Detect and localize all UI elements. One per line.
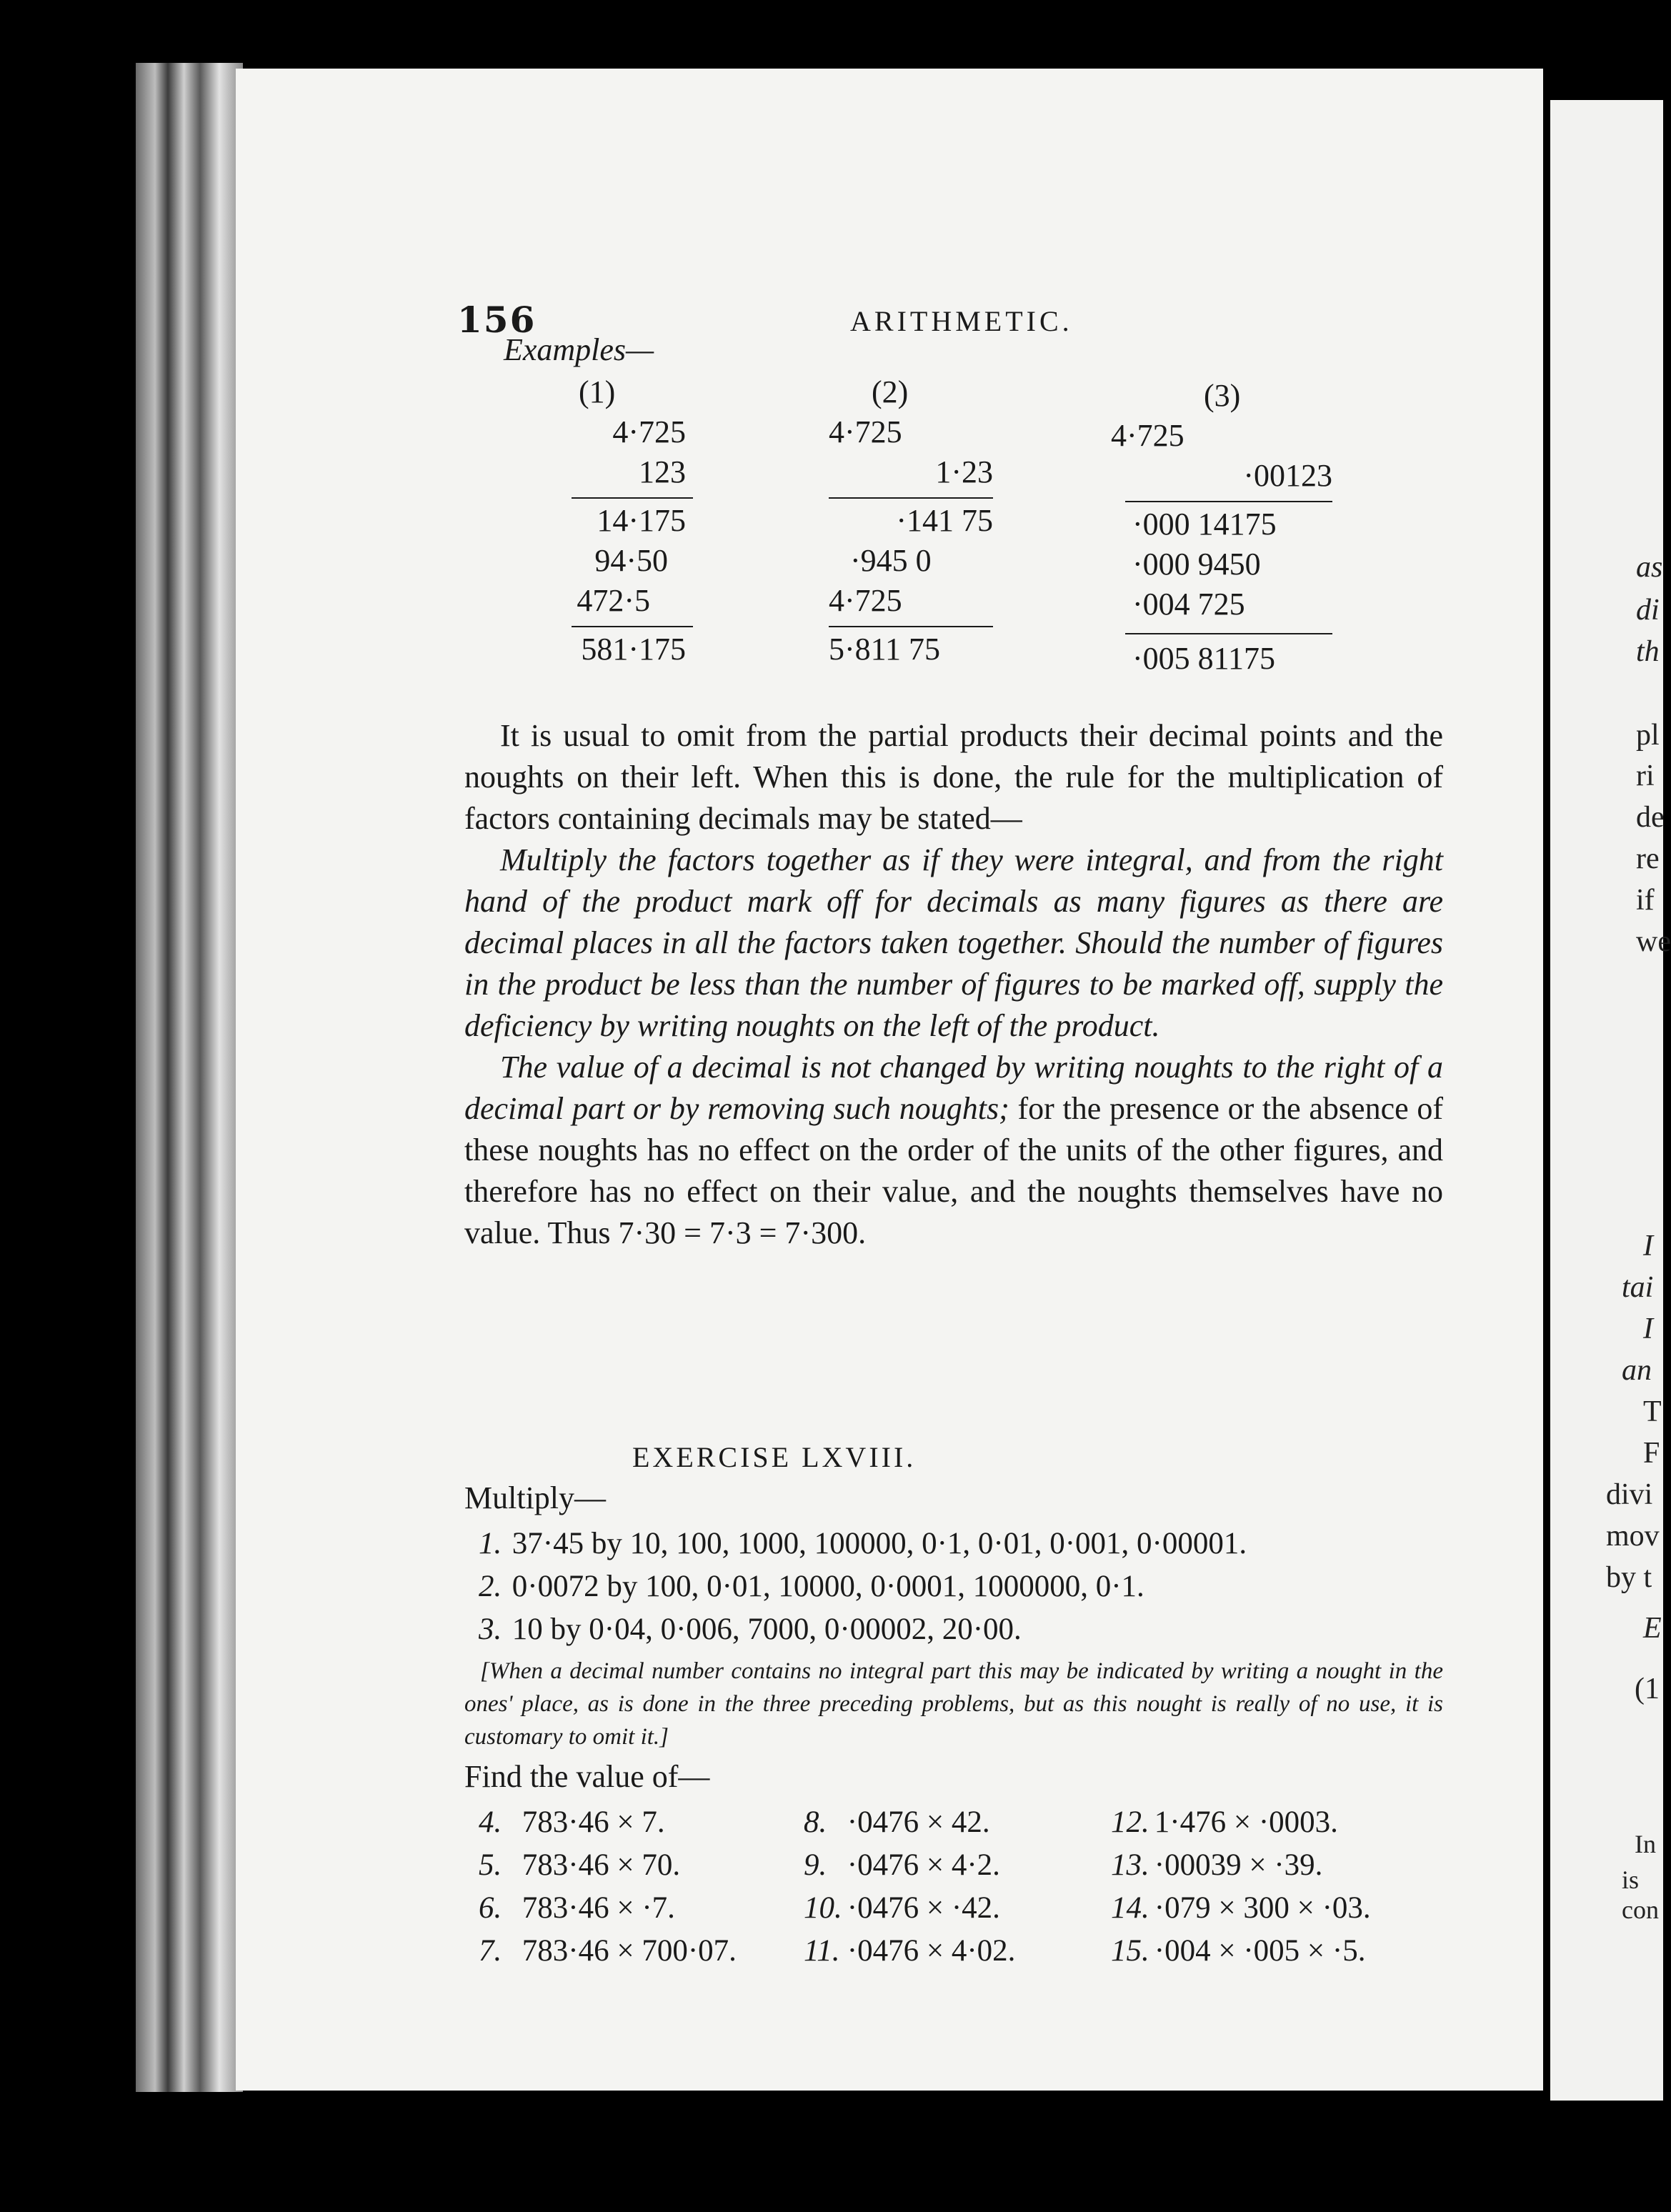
problem-text: 783·46 × ·7.	[522, 1891, 675, 1925]
facing-page-fragment: In	[1635, 1830, 1656, 1858]
facing-page-fragment: I	[1643, 1312, 1653, 1345]
multiplicand: 4·725	[1111, 418, 1184, 453]
facing-page-fragment: th	[1636, 635, 1660, 668]
problem-number: 1.	[479, 1527, 502, 1560]
problem-number: 5.	[479, 1848, 502, 1882]
problem-item	[479, 1801, 737, 1844]
explanation-text	[464, 715, 1443, 1254]
rule-line	[829, 497, 993, 499]
example-1	[564, 372, 707, 701]
problem-text: ·00039 × ·39.	[1154, 1848, 1323, 1882]
problem-text: ·0476 × 42.	[847, 1805, 990, 1839]
problem-item	[1111, 1801, 1371, 1844]
facing-page-fragment: T	[1643, 1395, 1662, 1428]
problem-item	[1111, 1930, 1371, 1973]
running-head: ARITHMETIC.	[850, 305, 1073, 337]
examples-label: Examples—	[504, 332, 654, 367]
facing-page-fragment: pl	[1636, 719, 1660, 752]
facing-page-fragment: (1	[1635, 1673, 1660, 1705]
facing-page-fragment: de	[1636, 801, 1665, 834]
problem-number: 10.	[804, 1891, 842, 1925]
problem-number: 4.	[479, 1805, 502, 1839]
example-label: (2)	[872, 374, 909, 409]
partial-product: 14·175	[597, 503, 686, 538]
multiplier: 1·23	[935, 454, 993, 489]
product: 581·175	[581, 632, 686, 667]
facing-page-fragment: if	[1636, 884, 1655, 917]
facing-page-fragment: ri	[1636, 759, 1655, 792]
facing-page-fragment: as	[1636, 551, 1663, 584]
problem-number: 11.	[804, 1934, 840, 1968]
problem-text: ·079 × 300 × ·03.	[1154, 1891, 1371, 1925]
problem-item	[1111, 1844, 1371, 1887]
facing-page-fragment: divi	[1606, 1478, 1653, 1511]
find-value-label: Find the value of—	[464, 1759, 710, 1794]
problem-number: 6.	[479, 1891, 502, 1925]
find-column-2	[804, 1801, 1015, 1973]
problem-number: 12.	[1111, 1805, 1149, 1839]
problem-text: 1·476 × ·0003.	[1154, 1805, 1338, 1839]
facing-page	[1550, 100, 1671, 2101]
rule-line	[1125, 501, 1332, 502]
problem-item	[804, 1844, 1015, 1887]
example-2	[829, 372, 1014, 701]
facing-page-fragment: an	[1622, 1354, 1652, 1387]
problem-item	[1111, 1887, 1371, 1930]
rule-line	[829, 626, 993, 627]
product: 5·811 75	[829, 632, 941, 667]
noughts-explanation: for the presence or the absence of these noughts has no effect on the order of the units of the other figures, and therefore has no effect on their value, and the noughts themselves have no value. Thus 7·30 = 7·3 = 7·300.	[464, 1091, 1444, 1250]
book-page	[236, 69, 1543, 2091]
multiplicand: 4·725	[612, 414, 686, 449]
partial-product: ·004 725	[1132, 587, 1245, 622]
problem-text: ·0476 × 4·02.	[847, 1934, 1016, 1968]
multiply-label: Multiply—	[464, 1480, 607, 1515]
example-label: (1)	[579, 374, 616, 409]
problem-item	[479, 1565, 1247, 1608]
partial-product: ·141 75	[896, 503, 993, 538]
paragraph-noughts	[464, 1047, 1443, 1254]
facing-page-fragment: F	[1643, 1437, 1660, 1470]
facing-page-fragment: is con	[1622, 1865, 1659, 1924]
facing-page-fragment: di	[1636, 594, 1660, 627]
problem-item	[804, 1801, 1015, 1844]
page-number: 156	[457, 299, 537, 341]
problem-number: 3.	[479, 1613, 502, 1646]
problem-item	[479, 1844, 737, 1887]
exercise-title: EXERCISE LXVIII.	[632, 1441, 917, 1473]
partial-product: 472·5	[577, 583, 650, 618]
problem-item	[479, 1930, 737, 1973]
problem-text: 783·46 × 7.	[522, 1805, 665, 1839]
problem-text: ·004 × ·005 × ·5.	[1154, 1934, 1366, 1968]
multiplier: ·00123	[1243, 458, 1332, 493]
noughts-rule: The value of a decimal is not changed by writing noughts to the right of a decimal part or by removing such noughts;	[464, 1050, 1443, 1126]
partial-product: ·000 14175	[1132, 507, 1277, 542]
facing-page-fragment: by t	[1606, 1561, 1652, 1594]
paragraph-partial-products: It is usual to omit from the partial products their decimal points and the noughts on their left. When this is done, the rule for the multiplication of factors containing decimals may be stated—	[464, 718, 1443, 836]
problem-text: 783·46 × 70.	[522, 1848, 681, 1882]
problem-text: ·0476 × 4·2.	[847, 1848, 1000, 1882]
rule-line	[572, 497, 693, 499]
multiplication-rule: Multiply the factors together as if they were integral, and from the right hand of the product mark off for decimals as many figures as there are decimal places in all the factors taken together. Should the number of figures in the product be less than the number of figures to be marked off, supply the deficiency by writing noughts on the left of the product.	[464, 842, 1443, 1043]
facing-page-fragment: we	[1636, 925, 1671, 958]
partial-product: ·000 9450	[1132, 547, 1261, 582]
problem-item	[479, 1523, 1247, 1565]
problem-text: 10 by 0·04, 0·006, 7000, 0·00002, 20·00.	[512, 1613, 1022, 1646]
find-column-3	[1111, 1801, 1371, 1973]
facing-page-fragment: E	[1643, 1612, 1662, 1645]
problem-number: 14.	[1111, 1891, 1149, 1925]
exercise-note: [When a decimal number contains no integral part this may be indicated by writing a nought in the ones' place, as is done in the three preceding problems, but as this nought is really of no use, it is customary to omit it.]	[464, 1658, 1443, 1750]
facing-page-fragment: mov	[1606, 1520, 1660, 1553]
example-3	[1111, 376, 1347, 712]
problem-number: 2.	[479, 1570, 502, 1603]
product: ·005 81175	[1132, 641, 1276, 676]
problem-text: 37·45 by 10, 100, 1000, 100000, 0·1, 0·01, 0·001, 0·00001.	[512, 1527, 1247, 1560]
problem-number: 9.	[804, 1848, 827, 1882]
partial-product: ·945 0	[850, 543, 932, 578]
facing-page-fragment: I	[1643, 1230, 1653, 1262]
facing-page-fragment: tai	[1622, 1271, 1654, 1304]
find-column-1	[479, 1801, 737, 1973]
rule-line	[1125, 633, 1332, 634]
book-spine	[136, 63, 243, 2092]
problem-number: 8.	[804, 1805, 827, 1839]
problem-text: ·0476 × ·42.	[847, 1891, 1000, 1925]
partial-product: 94·50	[594, 543, 668, 578]
problem-item	[804, 1930, 1015, 1973]
problem-item	[479, 1887, 737, 1930]
multiplicand: 4·725	[829, 414, 902, 449]
page-header	[236, 240, 1543, 341]
facing-page-fragment: re	[1636, 842, 1660, 875]
multiply-problems	[479, 1523, 1247, 1651]
example-label: (3)	[1204, 378, 1241, 413]
problem-number: 7.	[479, 1934, 502, 1968]
multiplier: 123	[639, 454, 686, 489]
rule-line	[572, 626, 693, 627]
problem-item	[804, 1887, 1015, 1930]
problem-item	[479, 1608, 1247, 1651]
problem-text: 0·0072 by 100, 0·01, 10000, 0·0001, 1000000, 0·1.	[512, 1570, 1144, 1603]
problem-text: 783·46 × 700·07.	[522, 1934, 737, 1968]
problem-number: 13.	[1111, 1848, 1149, 1882]
partial-product: 4·725	[829, 583, 902, 618]
problem-number: 15.	[1111, 1934, 1149, 1968]
